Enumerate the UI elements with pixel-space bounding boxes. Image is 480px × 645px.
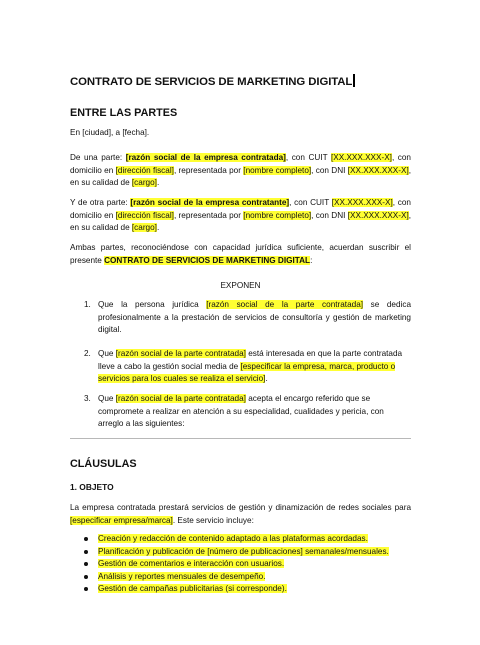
- contract-name-highlight: CONTRATO DE SERVICIOS DE MARKETING DIGITAL: [104, 255, 311, 265]
- placeholder-address: [dirección fiscal]: [115, 165, 174, 175]
- text-cursor: [353, 74, 355, 87]
- list-item: Planificación y publicación de [número de publicaciones] semanales/mensuales.: [70, 546, 411, 559]
- placeholder-brand: [especificar empresa/marca]: [70, 515, 173, 525]
- list-item: Que [razón social de la parte contratada] acepta el encargo referido que se compromete a realizar en atención a su especialidad, cualidades y pericia, con arreglo a las siguientes:: [98, 394, 384, 429]
- service-list: [70, 533, 411, 596]
- placeholder-cuit: [XX.XXX.XXX-X]: [330, 153, 392, 162]
- bullet-icon: [84, 587, 88, 591]
- placeholder-cargo: [cargo]: [131, 223, 157, 233]
- list-item: Gestión de comentarios e interacción con usuarios.: [70, 558, 411, 571]
- party-one-paragraph: De una parte: [razón social de la empresa contratada], con CUIT [XX.XXX.XXX-X], con domicilio en [dirección fiscal], representada por [nombre completo], con DNI [XX.XXX.XXX-X], en su calidad de [cargo].: [70, 153, 412, 188]
- clausulas-heading: CLÁUSULAS: [70, 458, 137, 470]
- placeholder-cuit: [XX.XXX.XXX-X]: [331, 198, 393, 207]
- list-item: Que la persona jurídica [razón social de la parte contratada] se dedica profesionalmente a la prestación de servicios de consultoría y gestión de marketing digital.: [98, 300, 412, 335]
- bullet-icon: [84, 537, 88, 541]
- place-date: En [ciudad], a [fecha].: [70, 128, 150, 137]
- bullet-icon: [84, 575, 88, 579]
- parties-heading: ENTRE LAS PARTES: [70, 107, 178, 119]
- list-item: Gestión de campañas publicitarias (si corresponde).: [70, 583, 411, 596]
- party-two-paragraph: Y de otra parte: [razón social de la empresa contratante], con CUIT [XX.XXX.XXX-X], con domicilio en [dirección fiscal], representada por [nombre completo], con DNI [XX.XXX.XXX-X], en su calidad de [cargo].: [70, 198, 412, 233]
- placeholder-name: [nombre completo]: [243, 210, 312, 220]
- list-item: Que [razón social de la parte contratada] está interesada en que la parte contratada lleve a cabo la gestión social media de [especificar la empresa, marca, producto o servicios para los cuales se realiza el servicio].: [98, 349, 403, 384]
- document-title[interactable]: [70, 74, 355, 90]
- objeto-paragraph: La empresa contratada prestará servicios de gestión y dinamización de redes sociales para [especificar empresa/marca]. Este servicio incluye:: [70, 503, 411, 525]
- placeholder-cargo: [cargo]: [131, 178, 157, 188]
- list-number: 1.: [84, 300, 91, 309]
- placeholder-dni: [XX.XXX.XXX-X]: [347, 210, 409, 220]
- agreement-paragraph: Ambas partes, reconociéndose con capacidad jurídica suficiente, acuerdan suscribir el presente CONTRATO DE SERVICIOS DE MARKETING DIGITAL:: [70, 243, 411, 265]
- list-item: Análisis y reportes mensuales de desempeño.: [70, 571, 411, 584]
- horizontal-divider: [70, 438, 411, 439]
- document-title-text[interactable]: CONTRATO DE SERVICIOS DE MARKETING DIGITAL: [70, 76, 353, 88]
- list-number: 2.: [84, 349, 91, 358]
- placeholder-address: [dirección fiscal]: [115, 210, 174, 220]
- list-number: 3.: [84, 394, 91, 403]
- exponen-heading: EXPONEN: [220, 281, 261, 290]
- objeto-heading: 1. OBJETO: [70, 482, 114, 492]
- placeholder-dni: [XX.XXX.XXX-X]: [347, 165, 409, 175]
- bullet-icon: [84, 562, 88, 566]
- list-item: Creación y redacción de contenido adaptado a las plataformas acordadas.: [70, 533, 411, 546]
- placeholder-company: [razón social de la empresa contratada]: [125, 153, 286, 162]
- placeholder-name: [nombre completo]: [243, 165, 312, 175]
- bullet-icon: [84, 550, 88, 554]
- placeholder-company: [razón social de la empresa contratante]: [130, 198, 290, 207]
